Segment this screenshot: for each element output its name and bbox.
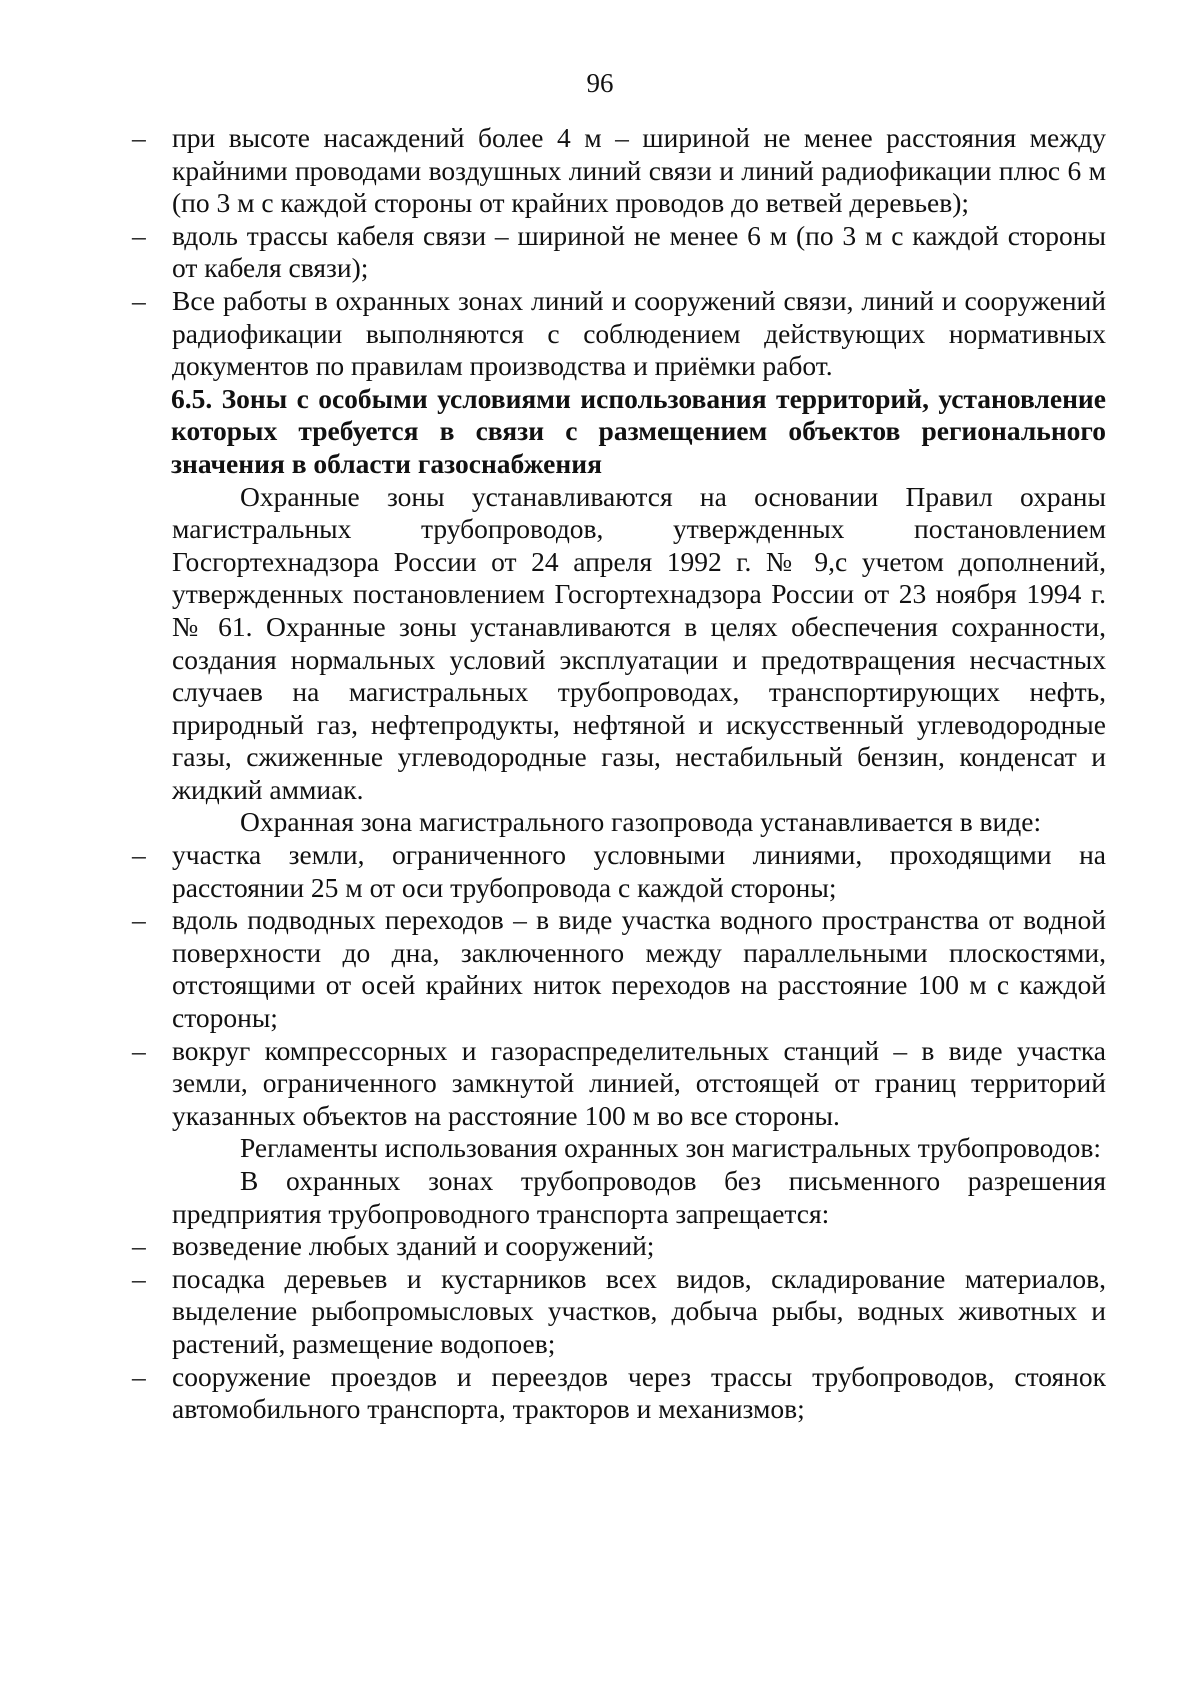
dash-bullet: – — [132, 122, 146, 153]
dash-bullet: – — [132, 1230, 146, 1262]
dash-bullet: – — [132, 284, 146, 316]
list-item-text: вокруг компрессорных и газораспределительных станций – в виде участка земли, ограниченного замкнутой линией, отстоящей от границ территорий указанных объектов на расстояние 100 м во все стороны. — [172, 1034, 1106, 1131]
dash-bullet: – — [132, 1262, 146, 1294]
list-item-text: участка земли, ограниченного условными линиями, проходящими на расстоянии 25 м от оси трубопровода с каждой стороны; — [172, 839, 1106, 903]
list-item — [44, 839, 1106, 904]
list-item-text: посадка деревьев и кустарников всех видов, складирование материалов, выделение рыбопромысловых участков, добыча рыбы, водных животных и растений, размещение водопоев; — [172, 1262, 1106, 1359]
dash-bullet: – — [132, 219, 146, 251]
list-item — [44, 285, 1106, 383]
paragraph: В охранных зонах трубопроводов без письменного разрешения предприятия трубопроводного транспорта запрещается: — [172, 1165, 1106, 1229]
list-item — [44, 904, 1106, 1034]
paragraph: Охранная зона магистрального газопровода устанавливается в виде: — [240, 806, 1042, 838]
dash-bullet: – — [132, 904, 146, 936]
page-number: 96 — [586, 68, 614, 98]
list-item — [44, 220, 1106, 285]
list-item-text: вдоль подводных переходов – в виде участка водного пространства от водной поверхности до дна, заключенного между параллельными плоскостями, отстоящими от осей крайних ниток переходов на расстояние 100 м с каждой стороны; — [172, 904, 1106, 1034]
list-item — [44, 122, 1106, 220]
list-item-text: вдоль трассы кабеля связи – шириной не менее 6 м (по 3 м с каждой стороны от кабеля связи); — [172, 219, 1106, 284]
dash-bullet: – — [132, 1034, 146, 1066]
list-item — [44, 1230, 1106, 1263]
list-item — [44, 1263, 1106, 1361]
list-item — [44, 1035, 1106, 1133]
dash-bullet: – — [132, 1360, 146, 1392]
list-item-text: возведение любых зданий и сооружений; — [172, 1230, 655, 1262]
dash-bullet: – — [132, 839, 146, 871]
list-item-text: при высоте насаждений более 4 м – шириной не менее расстояния между крайними проводами воздушных линий связи и линий радиофикации плюс 6 м (по 3 м с каждой стороны от крайних проводов до ветвей деревьев); — [172, 122, 1106, 219]
section-heading: 6.5. Зоны с особыми условиями использования территорий, установление которых требуется в связи с размещением объектов регионального значения в области газоснабжения — [171, 382, 1106, 479]
paragraph: Охранные зоны устанавливаются на основании Правил охраны магистральных трубопроводов, утвержденных постановлением Госгортехнадзора России от 24 апреля 1992 г. № 9,с учетом дополнений, утвержденных постановлением Госгортехнадзора России от 23 ноября 1994 г. № 61. Охранные зоны устанавливаются в целях обеспечения сохранности, создания нормальных условий эксплуатации и предотвращения несчастных случаев на магистральных трубопроводах, транспортирующих нефть, природный газ, нефтепродукты, нефтяной и искусственный углеводородные газы, сжиженные углеводородные газы, нестабильный бензин, конденсат и жидкий аммиак. — [172, 480, 1106, 805]
list-item — [44, 1361, 1106, 1426]
list-item-text: сооружение проездов и переездов через трассы трубопроводов, стоянок автомобильного транспорта, тракторов и механизмов; — [172, 1360, 1106, 1425]
paragraph: Регламенты использования охранных зон магистральных трубопроводов: — [240, 1132, 1101, 1164]
document-body — [132, 122, 1106, 1426]
list-item-text: Все работы в охранных зонах линий и сооружений связи, линий и сооружений радиофикации выполняются с соблюдением действующих нормативных документов по правилам производства и приёмки работ. — [172, 284, 1106, 382]
